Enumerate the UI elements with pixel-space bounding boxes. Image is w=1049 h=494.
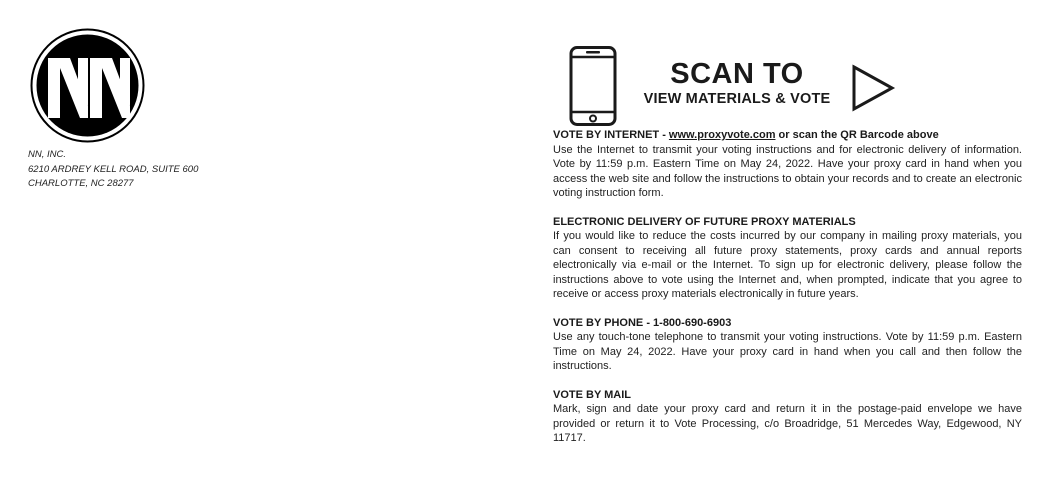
smartphone-icon <box>569 46 617 126</box>
play-arrow-icon <box>850 64 896 112</box>
section-heading: ELECTRONIC DELIVERY OF FUTURE PROXY MATERIALS <box>553 215 856 228</box>
scan-header <box>632 58 842 108</box>
company-address <box>28 148 198 192</box>
address-line: 6210 ARDREY KELL ROAD, SUITE 600 <box>28 163 199 175</box>
section-electronic-delivery <box>553 215 1022 302</box>
address-line: NN, INC. <box>28 149 66 160</box>
scan-subtitle: VIEW MATERIALS & VOTE <box>643 91 831 107</box>
section-internet <box>553 128 1022 201</box>
proxyvote-link[interactable]: www.proxyvote.com <box>668 129 776 141</box>
heading-text: or scan the QR Barcode above <box>775 129 939 141</box>
address-line: CHARLOTTE, NC 28277 <box>28 178 134 189</box>
company-logo <box>30 28 145 143</box>
section-body: If you would like to reduce the costs incurred by our company in mailing proxy materials, you can consent to receiving all future proxy statements, proxy cards and annual reports electronically via e-mail or the Internet. To sign up for electronic delivery, please follow the instructions above to vote using the Internet and, when prompted, indicate that you agree to receive or access proxy materials electronically in future years. <box>553 230 1022 300</box>
section-body: Use the Internet to transmit your voting instructions and for electronic delivery of information. Vote by 11:59 p.m. Eastern Time on May 24, 2022. Have your proxy card in hand when you access the web site and follow the instructions to obtain your records and to create an electronic voting instruction form. <box>553 143 1022 199</box>
section-body: Use any touch-tone telephone to transmit your voting instructions. Vote by 11:59 p.m. Eastern Time on May 24, 2022. Have your proxy card in hand when you call and then follow the instructions. <box>553 331 1022 372</box>
heading-text: VOTE BY INTERNET - <box>553 129 669 141</box>
voting-instructions <box>553 128 1022 460</box>
section-heading: VOTE BY PHONE - 1-800-690-6903 <box>553 316 732 329</box>
section-body: Mark, sign and date your proxy card and return it in the postage-paid envelope we have provided or return it to Vote Processing, c/o Broadridge, 51 Mercedes Way, Edgewood, NY 11717. <box>553 403 1022 444</box>
section-phone <box>553 316 1022 374</box>
section-heading <box>553 128 1022 143</box>
section-heading: VOTE BY MAIL <box>553 388 632 401</box>
scan-title: SCAN TO <box>670 58 804 90</box>
section-mail <box>553 388 1022 446</box>
